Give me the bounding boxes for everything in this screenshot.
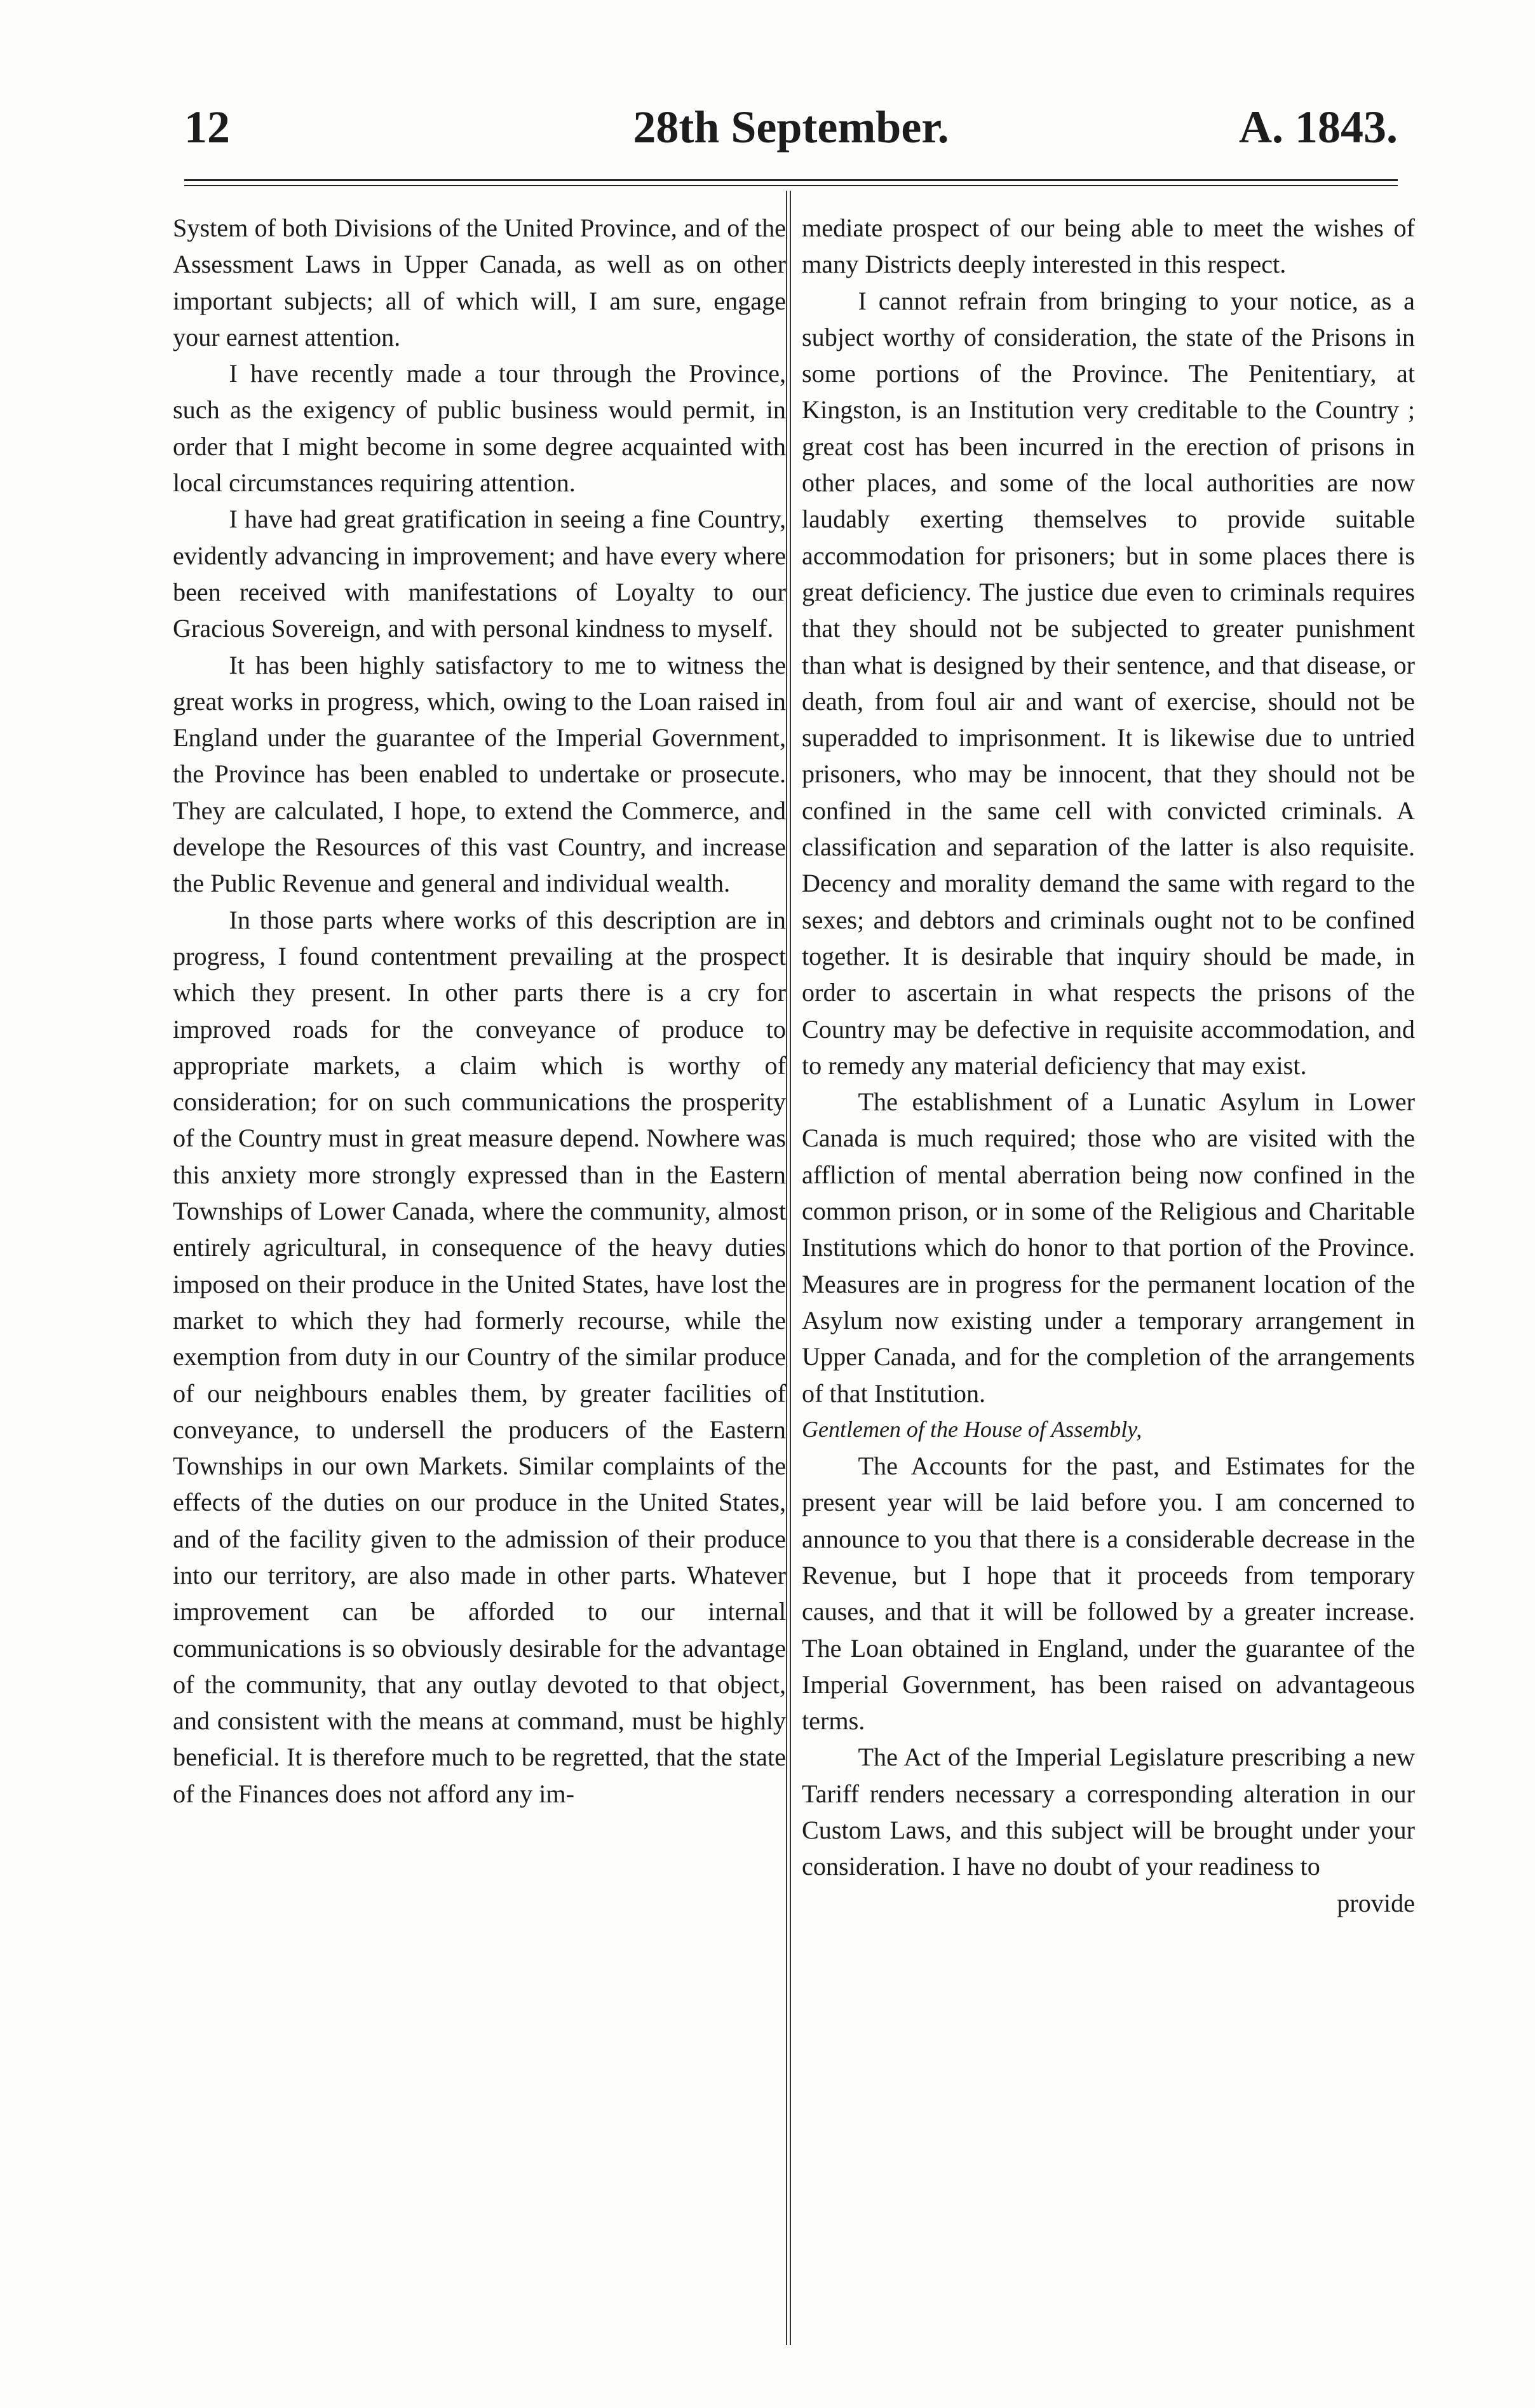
section-heading: Gentlemen of the House of Assembly, xyxy=(802,1416,1142,1442)
header-rule-thick xyxy=(184,179,1398,181)
paragraph: System of both Divisions of the United Province, and of the Assessment Laws in Upper Canada, as well as on other important subjects; all of which will, I am sure, engage your earnest attention. xyxy=(173,214,786,351)
paragraph: The Accounts for the past, and Estimates for the present year will be laid before you. I am concerned to announce to you that there is a considerable decrease in the Revenue, but I hope that it proceeds from temporary causes, and that it will be followed by a greater increase. The Loan obtained in England, under the guarantee of the Imperial Government, has been raised on advantageous terms. xyxy=(802,1452,1415,1736)
paragraph: The establishment of a Lunatic Asylum in Lower Canada is much required; those who are visited with the affliction of mental aberration being now confined in the common prison, or in some of the Religious and Charitable Institutions which do honor to that portion of the Province. Measures are in progress for the permanent location of the Asylum now existing under a temporary arrangement in Upper Canada, and for the completion of the arrangements of that Institution. xyxy=(802,1087,1415,1408)
column-divider-right xyxy=(790,191,791,2345)
header-rule-thin xyxy=(184,185,1398,186)
page-header xyxy=(184,95,1398,159)
paragraph: It has been highly satisfactory to me to witness the great works in progress, which, owing to the Loan raised in England under the guarantee of the Imperial Government, the Province has been enabled to undertake or prosecute. They are calculated, I hope, to extend the Commerce, and develope the Resources of this vast Country, and increase the Public Revenue and general and individual wealth. xyxy=(173,650,786,898)
paragraph: mediate prospect of our being able to meet the wishes of many Districts deeply interested in this respect. xyxy=(802,214,1415,279)
catchword: provide xyxy=(1337,1888,1415,1917)
paragraph: I have had great gratification in seeing a fine Country, evidently advancing in improvement; and have every where been received with manifestations of Loyalty to our Gracious Sovereign, and with personal kindness to myself. xyxy=(173,505,786,643)
paragraph: I cannot refrain from bringing to your notice, as a subject worthy of consideration, the state of the Prisons in some portions of the Province. The Penitentiary, at Kingston, is an Institution very creditable to the Country ; great cost has been incurred in the erection of prisons in other places, and some of the local authorities are now laudably exerting themselves to provide suitable accommodation for prisoners; but in some places there is great deficiency. The justice due even to criminals requires that they should not be subjected to greater punishment than what is designed by their sentence, and that disease, or death, from foul air and want of exercise, should not be superadded to imprisonment. It is likewise due to untried prisoners, who may be innocent, that they should not be confined in the same cell with convicted criminals. A classification and separation of the latter is also requisite. Decency and morality demand the same with regard to the sexes; and debtors and criminals ought not to be confined together. It is desirable that inquiry should be made, in order to ascertain in what respects the prisons of the Country may be defective in requisite accommodation, and to remedy any material deficiency that may exist. xyxy=(802,286,1415,1080)
paragraph: In those parts where works of this description are in progress, I found contentment prevailing at the prospect which they present. In other parts there is a cry for improved roads for the conveyance of produce to appropriate markets, a claim which is worthy of consideration; for on such communications the prosperity of the Country must in great measure depend. Nowhere was this anxiety more strongly expressed than in the Eastern Townships of Lower Canada, where the community, almost entirely agricultural, in consequence of the heavy duties imposed on their produce in the United States, have lost the market to which they had formerly recourse, while the exemption from duty in our Country of the similar produce of our neighbours enables them, by greater facilities of conveyance, to undersell the producers of the Eastern Townships in our own Markets. Similar complaints of the effects of the duties on our produce in the United States, and of the facility given to the admission of their produce into our territory, are also made in other parts. Whatever improvement can be afforded to our internal communications is so obviously desirable for the advantage of the community, that any outlay devoted to that object, and consistent with the means at command, must be highly beneficial. It is therefore much to be regretted, that the state of the Finances does not afford any im- xyxy=(173,905,786,1808)
header-date: 28th September. xyxy=(633,102,949,153)
header-year: A. 1843. xyxy=(1239,102,1398,153)
left-column xyxy=(173,210,786,1812)
right-column xyxy=(802,210,1415,1921)
column-divider-left xyxy=(786,191,787,2345)
paragraph: The Act of the Imperial Legislature prescribing a new Tariff renders necessary a corresponding alteration in our Custom Laws, and this subject will be brought under your consideration. I have no doubt of your readiness to xyxy=(802,1743,1415,1881)
page-number: 12 xyxy=(184,102,230,153)
paragraph: I have recently made a tour through the Province, such as the exigency of public business would permit, in order that I might become in some degree acquainted with local circumstances requiring attention. xyxy=(173,359,786,498)
